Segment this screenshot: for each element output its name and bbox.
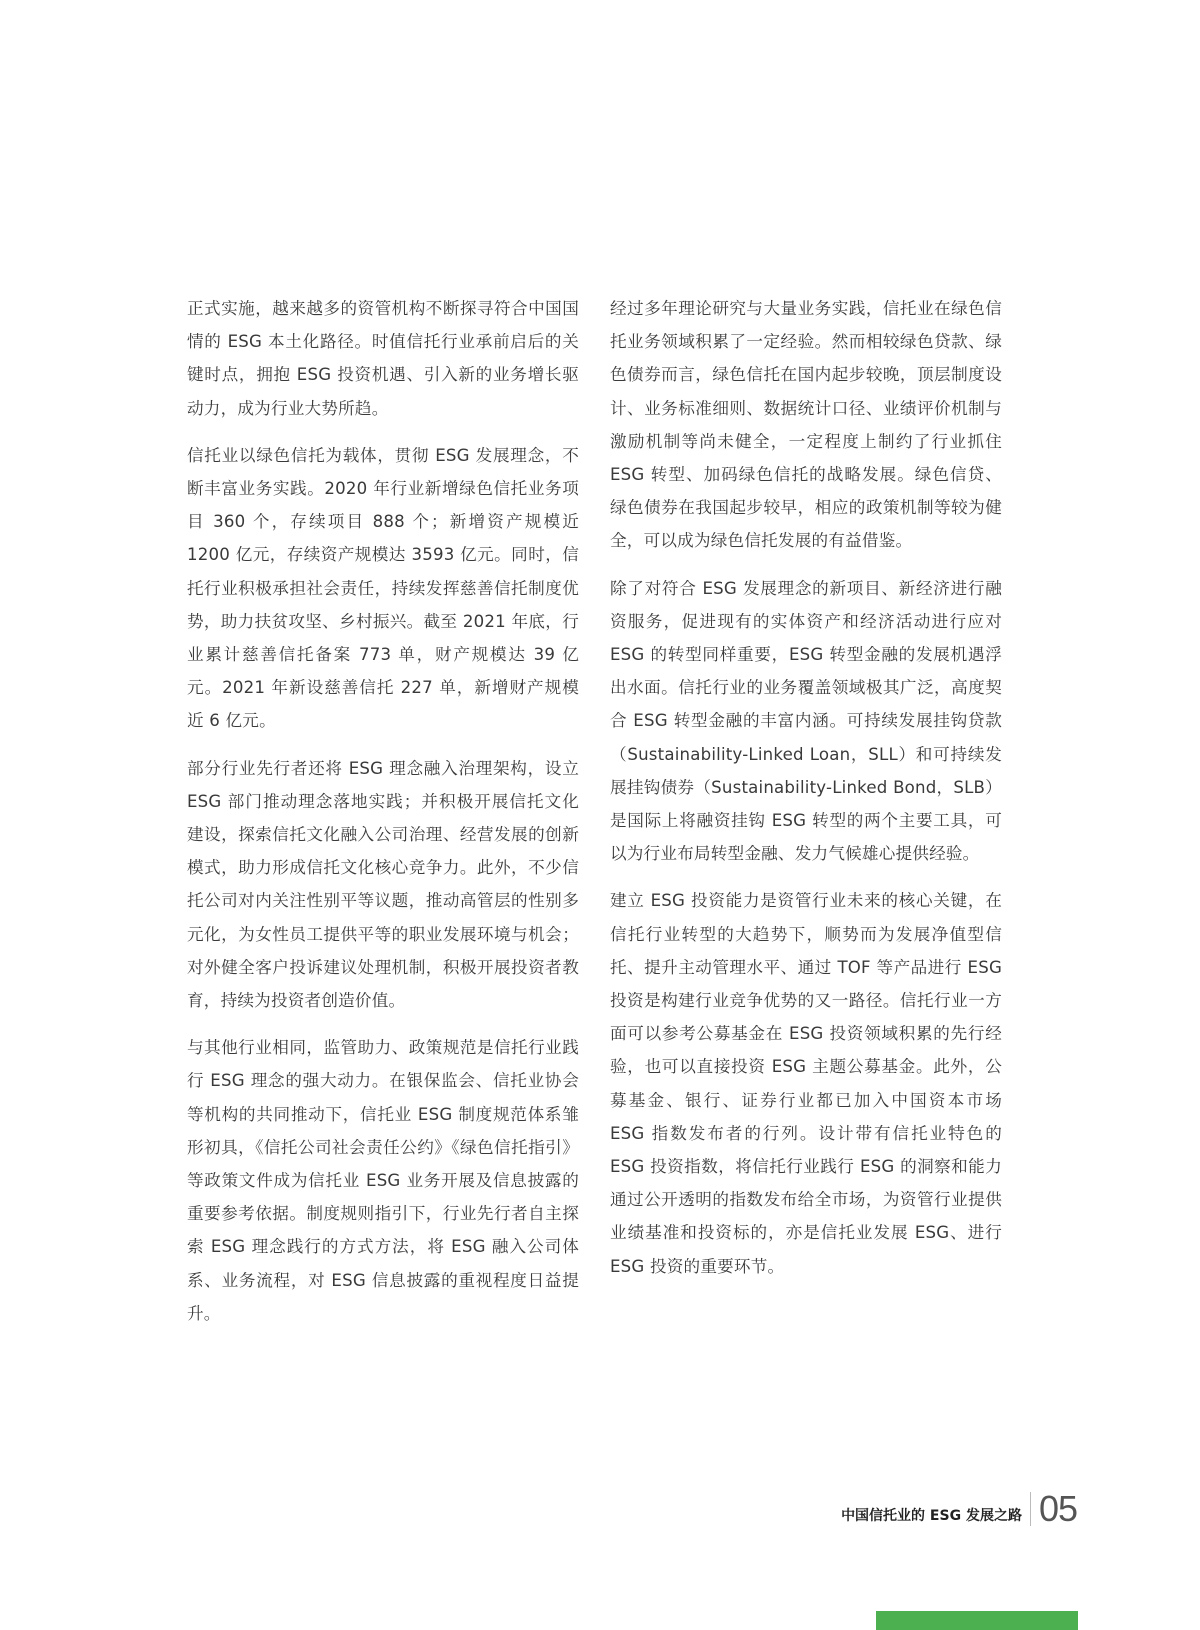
footer-divider: [1030, 1492, 1031, 1526]
footer-accent-bar: [876, 1611, 1078, 1630]
paragraph: 部分行业先行者还将 ESG 理念融入治理架构，设立 ESG 部门推动理念落地实践；并积极开展信托文化建设，探索信托文化融入公司治理、经营发展的创新模式，助力形成信托文化核心竞争力。此外，不少信托公司对内关注性别平等议题，推动高管层的性别多元化，为女性员工提供平等的职业发展环境与机会；对外健全客户投诉建议处理机制，积极开展投资者教育，持续为投资者创造价值。: [187, 758, 579, 1011]
footer-title: 中国信托业的 ESG 发展之路: [841, 1508, 1022, 1524]
paragraph: 经过多年理论研究与大量业务实践，信托业在绿色信托业务领域积累了一定经验。然而相较绿色贷款、绿色债券而言，绿色信托在国内起步较晚，顶层制度设计、业务标准细则、数据统计口径、业绩评价机制与激励机制等尚未健全，一定程度上制约了行业抓住 ESG 转型、加码绿色信托的战略发展。绿色信贷、绿色债券在我国起步较早，相应的政策机制等较为健全，可以成为绿色信托发展的有益借鉴。: [610, 299, 1002, 551]
paragraph: 信托业以绿色信托为载体，贯彻 ESG 发展理念，不断丰富业务实践。2020 年行业新增绿色信托业务项目 360 个，存续项目 888 个；新增资产规模近 1200 亿元，存续资产规模达 3593 亿元。同时，信托行业积极承担社会责任，持续发挥慈善信托制度优势，助力扶贫攻坚、乡村振兴。截至 2021 年底，行业累计慈善信托备案 773 单，财产规模达 39 亿元。2021 年新设慈善信托 227 单，新增财产规模近 6 亿元。: [187, 445, 579, 731]
paragraph: 与其他行业相同，监管助力、政策规范是信托行业践行 ESG 理念的强大动力。在银保监会、信托业协会等机构的共同推动下，信托业 ESG 制度规范体系雏形初具，《信托公司社会责任公约》《绿色信托指引》等政策文件成为信托业 ESG 业务开展及信息披露的重要参考依据。制度规则指引下，行业先行者自主探索 ESG 理念践行的方式方法，将 ESG 融入公司体系、业务流程，对 ESG 信息披露的重视程度日益提升。: [187, 1038, 579, 1323]
page-footer: [841, 1488, 1077, 1530]
paragraph: 除了对符合 ESG 发展理念的新项目、新经济进行融资服务，促进现有的实体资产和经济活动进行应对 ESG 的转型同样重要，ESG 转型金融的发展机遇浮出水面。信托行业的业务覆盖领域极其广泛，高度契合 ESG 转型金融的丰富内涵。可持续发展挂钩贷款（Sustainability-Linked Loan，SLL）和可持续发展挂钩债券（Sustainability-Linked Bond，SLB）是国际上将融资挂钩 ESG 转型的两个主要工具，可以为行业布局转型金融、发力气候雄心提供经验。: [610, 578, 1002, 864]
right-column: [610, 292, 1002, 1297]
paragraph: 正式实施，越来越多的资管机构不断探寻符合中国国情的 ESG 本土化路径。时值信托行业承前启后的关键时点，拥抱 ESG 投资机遇、引入新的业务增长驱动力，成为行业大势所趋。: [187, 299, 579, 418]
left-column: [187, 292, 579, 1344]
paragraph: 建立 ESG 投资能力是资管行业未来的核心关键，在信托行业转型的大趋势下，顺势而为发展净值型信托、提升主动管理水平、通过 TOF 等产品进行 ESG 投资是构建行业竞争优势的又一路径。信托行业一方面可以参考公募基金在 ESG 投资领域积累的先行经验，也可以直接投资 ESG 主题公募基金。此外，公募基金、银行、证券行业都已加入中国资本市场 ESG 指数发布者的行列。设计带有信托业特色的 ESG 投资指数，将信托行业践行 ESG 的洞察和能力通过公开透明的指数发布给全市场，为资管行业提供业绩基准和投资标的，亦是信托业发展 ESG、进行 ESG 投资的重要环节。: [610, 891, 1002, 1276]
page-number: 05: [1038, 1488, 1077, 1529]
